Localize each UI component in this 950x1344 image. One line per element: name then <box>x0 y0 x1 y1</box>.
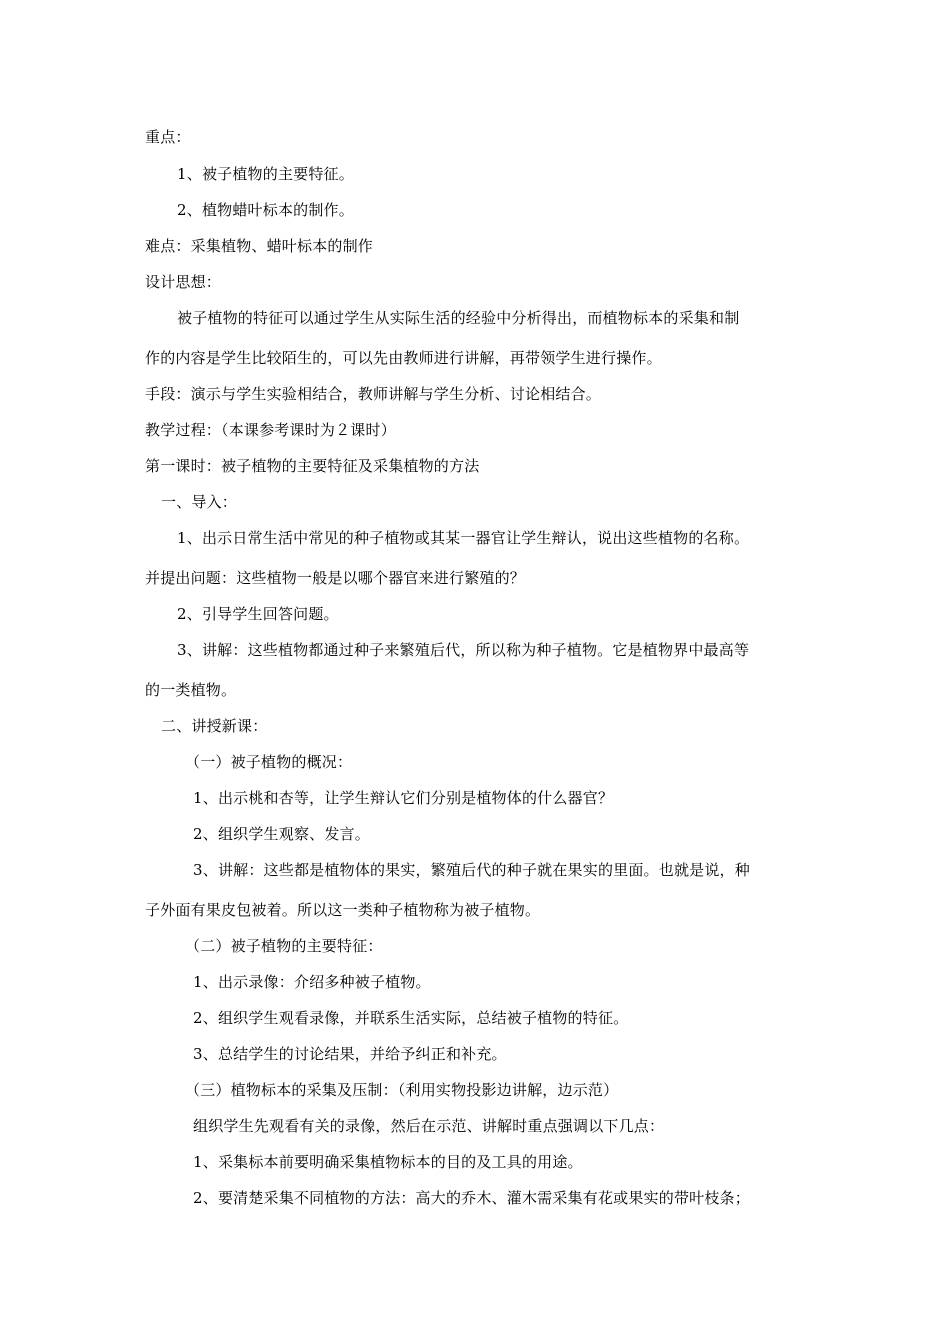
difficult-points: 难点：采集植物、蜡叶标本的制作 <box>145 237 374 255</box>
intro-item-3-line-1: 3、讲解：这些植物都通过种子来繁殖后代，所以称为种子植物。它是植物界中最高等 <box>177 641 750 659</box>
teaching-means: 手段：演示与学生实验相结合，教师讲解与学生分析、讨论相结合。 <box>145 385 602 403</box>
section-new-lesson: 二、讲授新课： <box>161 717 268 735</box>
key-point-1: 1、被子植物的主要特征。 <box>177 165 354 183</box>
design-idea-paragraph-line-1: 被子植物的特征可以通过学生从实际生活的经验中分析得出，而植物标本的采集和制 <box>177 309 740 327</box>
intro-item-1-line-2: 并提出问题：这些植物一般是以哪个器官来进行繁殖的？ <box>145 569 526 587</box>
overview-item-3-line-2: 子外面有果皮包被着。所以这一类种子植物称为被子植物。 <box>145 901 541 919</box>
features-item-1: 1、出示录像：介绍多种被子植物。 <box>193 973 431 991</box>
intro-item-1-line-1: 1、出示日常生活中常见的种子植物或其某一器官让学生辩认，说出这些植物的名称。 <box>177 529 750 547</box>
subsection-specimen-collection: （三）植物标本的采集及压制：（利用实物投影边讲解，边示范） <box>185 1081 619 1099</box>
features-item-2: 2、组织学生观看录像，并联系生活实际，总结被子植物的特征。 <box>193 1009 629 1027</box>
subsection-main-features: （二）被子植物的主要特征： <box>185 937 383 955</box>
specimen-intro: 组织学生先观看有关的录像，然后在示范、讲解时重点强调以下几点： <box>193 1117 665 1135</box>
overview-item-3-line-1: 3、讲解：这些都是植物体的果实，繁殖后代的种子就在果实的里面。也就是说，种 <box>193 861 750 879</box>
intro-item-3-line-2: 的一类植物。 <box>145 681 237 699</box>
overview-item-1: 1、出示桃和杏等，让学生辩认它们分别是植物体的什么器官？ <box>193 789 614 807</box>
first-lesson-title: 第一课时：被子植物的主要特征及采集植物的方法 <box>145 457 480 475</box>
key-point-2: 2、植物蜡叶标本的制作。 <box>177 201 354 219</box>
section-introduction: 一、导入： <box>161 493 238 511</box>
subsection-overview: （一）被子植物的概况： <box>185 753 353 771</box>
specimen-item-2: 2、要清楚采集不同植物的方法：高大的乔木、灌木需采集有花或果实的带叶枝条； <box>193 1189 750 1207</box>
overview-item-2: 2、组织学生观察、发言。 <box>193 825 370 843</box>
heading-key-points: 重点： <box>145 128 191 146</box>
features-item-3: 3、总结学生的讨论结果，并给予纠正和补充。 <box>193 1045 507 1063</box>
design-idea-paragraph-line-2: 作的内容是学生比较陌生的，可以先由教师进行讲解，再带领学生进行操作。 <box>145 349 662 367</box>
teaching-process: 教学过程：（本课参考课时为２课时） <box>145 421 396 439</box>
heading-design-idea: 设计思想： <box>145 273 222 291</box>
intro-item-2: 2、引导学生回答问题。 <box>177 605 339 623</box>
specimen-item-1: 1、采集标本前要明确采集植物标本的目的及工具的用途。 <box>193 1153 583 1171</box>
